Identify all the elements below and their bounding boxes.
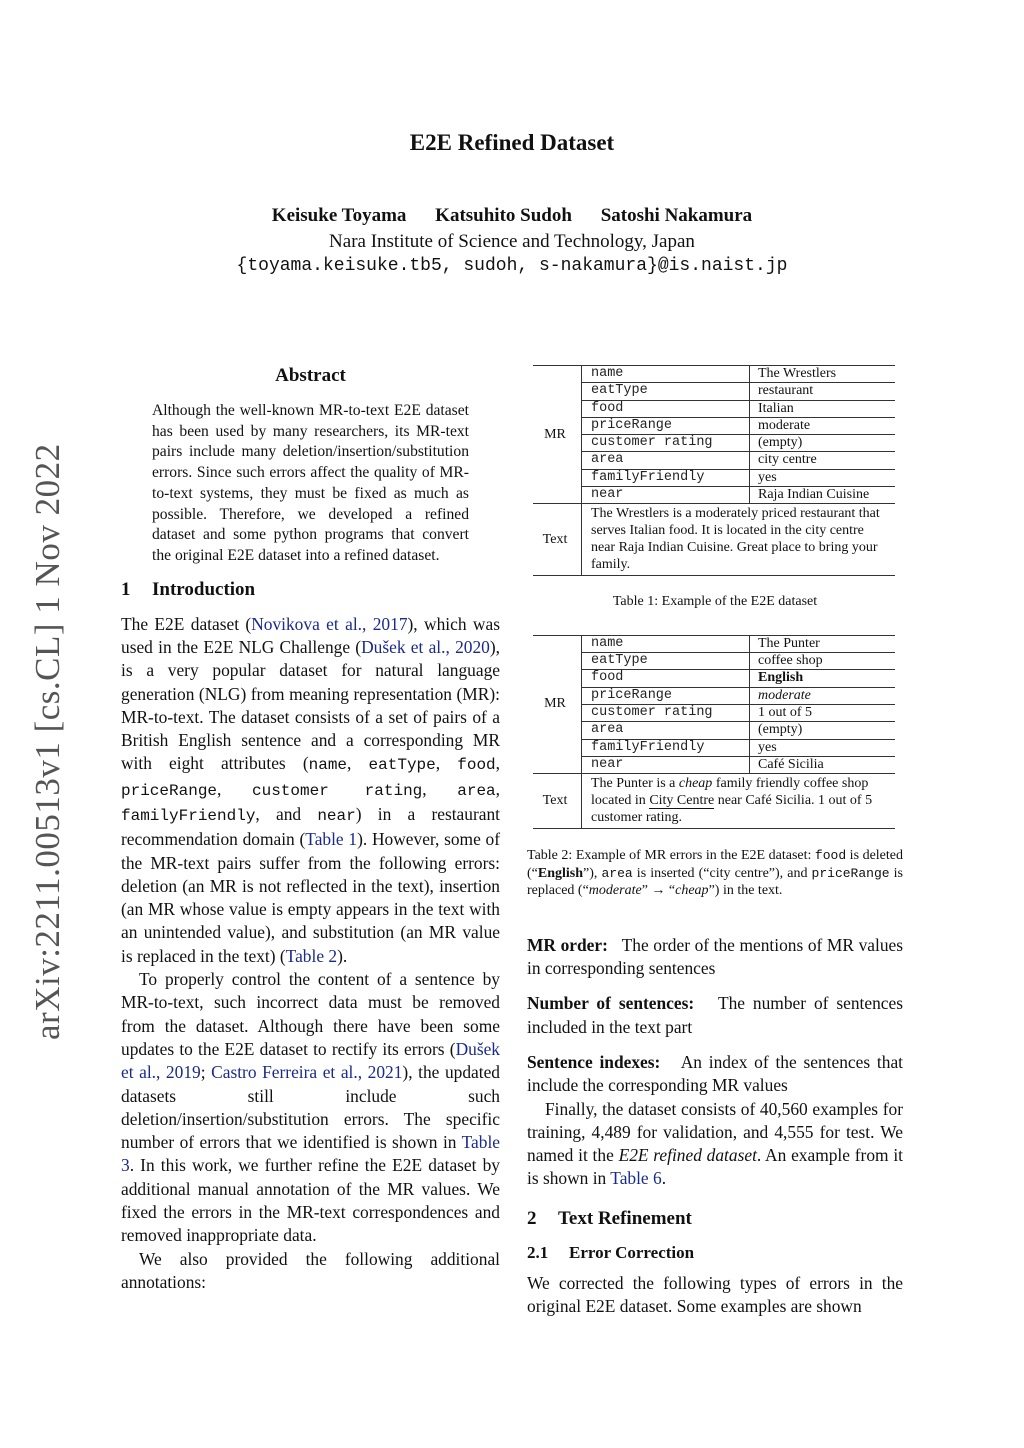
mr-row — [533, 487, 895, 504]
text-sentence: The Wrestlers is a moderately priced restaurant that serves Italian food. It is located in the city centre near Raja Indian Cuisine. Great place to bring your family. — [582, 504, 896, 576]
mr-attribute: food — [582, 670, 750, 687]
abstract-text: Although the well-known MR-to-text E2E dataset has been used by many researchers, its MR-text pairs include many deletion/insertion/substitution errors. Since such errors affect the quality of MR-to-text systems, they must be fixed as much as possible. Therefore, we developed a refined dataset and some python programs that convert the original E2E dataset into a refined dataset. — [152, 402, 469, 564]
mr-attribute: area — [582, 452, 750, 469]
mr-attribute: eatType — [582, 653, 750, 670]
section-heading-introduction — [121, 579, 500, 601]
table-ref-link[interactable]: Table 1 — [305, 829, 358, 850]
text-label: Text — [533, 504, 582, 576]
mr-attribute: near — [582, 487, 750, 504]
mr-row — [533, 435, 895, 452]
text-sentence: The Punter is a cheap family friendly coffee shop located in City Centre near Café Sicilia. 1 out of 5 customer rating. — [582, 774, 896, 829]
mr-attribute: near — [582, 756, 750, 773]
mr-value: moderate — [750, 417, 896, 434]
table-1 — [533, 365, 895, 576]
mr-row — [533, 383, 895, 400]
text-row — [533, 774, 895, 829]
section-title: Introduction — [152, 578, 256, 600]
mr-row — [533, 687, 895, 704]
mr-row — [533, 417, 895, 434]
mr-row — [533, 635, 895, 652]
table-2 — [533, 635, 895, 829]
mr-attribute: customer rating — [582, 705, 750, 722]
mr-attribute: area — [582, 722, 750, 739]
mr-row — [533, 670, 895, 687]
text-row — [533, 504, 895, 576]
intro-paragraph-1: The E2E dataset (Novikova et al., 2017), which was used in the E2E NLG Challenge (Dušek et al., 2020), is a very popular dataset for natural language generation (NLG) from meaning representation (MR): MR-to-text. The dataset consists of a set of pairs of a British English sentence and a corresponding MR with eight attributes (name, eatType, food, priceRange, customer rating, area, familyFriendly, and near) in a restaurant recommendation domain (Table 1). However, some of the MR-text pairs suffer from the following errors: deletion (an MR is not reflected in the text), insertion (an MR whose value is empty appears in the text with an unintended value), and substitution (an MR value is replaced in the text) (Table 2). — [121, 613, 501, 966]
mr-value: yes — [750, 739, 896, 756]
mr-value: 1 out of 5 — [750, 705, 896, 722]
affiliation: Nara Institute of Science and Technology, Japan — [329, 231, 695, 252]
mr-attribute: eatType — [582, 383, 750, 400]
table-1-caption: Table 1: Example of the E2E dataset — [612, 594, 818, 610]
mr-value: city centre — [750, 452, 896, 469]
mr-row — [533, 705, 895, 722]
intro-paragraph-3: We also provided the following additional annotations: — [121, 1248, 500, 1292]
author-list — [0, 205, 1024, 227]
table-ref-link[interactable]: Table 3 — [121, 1132, 500, 1176]
mr-attribute: name — [582, 635, 750, 652]
mr-value: moderate — [750, 687, 896, 704]
mr-value: English — [750, 670, 896, 687]
mr-value: coffee shop — [750, 653, 896, 670]
author-name: Satoshi Nakamura — [600, 205, 753, 226]
mr-row — [533, 366, 895, 383]
mr-attribute: priceRange — [582, 687, 750, 704]
mr-value: (empty) — [750, 722, 896, 739]
section-title: Text Refinement — [558, 1207, 692, 1229]
table-ref-link[interactable]: Table 2 — [285, 945, 338, 966]
left-column — [121, 365, 500, 1294]
mr-value: yes — [750, 469, 896, 486]
subsection-title: Error Correction — [569, 1242, 695, 1262]
mr-value: Raja Indian Cuisine — [758, 487, 870, 503]
intro-paragraph-2: To properly control the content of a sentence by MR-to-text, such incorrect data must be removed from the dataset. Although there have been some updates to the E2E dataset to rectify its errors (Dušek et al., 2019; Castro Ferreira et al., 2021), the updated datasets still include such deletion/insertion/substitution errors. The specific number of errors that we identified is shown in Table 3. In this work, we further refine the E2E dataset by additional manual annotation of the MR values. We fixed the errors in the MR-text correspondences and removed inappropriate data. — [121, 969, 500, 1246]
mr-row — [533, 400, 895, 417]
mr-value: The Punter — [750, 635, 896, 652]
mr-label: MR — [533, 635, 582, 773]
annotation-number-of-sentences: Number of sentences: The number of sentences included in the text part — [527, 993, 903, 1037]
text-label: Text — [533, 774, 582, 829]
author-name: Keisuke Toyama — [271, 205, 407, 226]
arxiv-identifier: arXiv:2211.00513v1 [cs.CL] 1 Nov 2022 — [28, 443, 67, 1040]
mr-row — [533, 722, 895, 739]
mr-attribute: customer rating — [582, 435, 750, 452]
right-column — [527, 365, 903, 1318]
section-number: 2 — [527, 1207, 537, 1229]
mr-row — [533, 469, 895, 486]
section-heading-text-refinement — [527, 1208, 903, 1230]
mr-value: The Wrestlers — [750, 366, 896, 383]
mr-label: MR — [533, 366, 582, 504]
author-emails: {toyama.keisuke.tb5, sudoh, s-nakamura}@is.naist.jp — [236, 256, 788, 276]
mr-row — [533, 452, 895, 469]
mr-row — [533, 739, 895, 756]
mr-attribute: name — [582, 366, 750, 383]
mr-attribute: priceRange — [582, 417, 750, 434]
paper-title: E2E Refined Dataset — [409, 130, 615, 155]
table-ref-link[interactable]: Table 6 — [610, 1168, 662, 1189]
mr-value: (empty) — [750, 435, 896, 452]
abstract-heading: Abstract — [275, 365, 346, 386]
mr-attribute: familyFriendly — [582, 739, 750, 756]
mr-attribute: familyFriendly — [582, 469, 750, 486]
mr-row — [533, 653, 895, 670]
citation-link[interactable]: Castro Ferreira et al., 2021 — [211, 1062, 403, 1083]
section-number: 1 — [121, 578, 131, 600]
annotation-mr-order: MR order: The order of the mentions of MR values in corresponding sentences — [527, 934, 904, 979]
mr-attribute: food — [582, 400, 750, 417]
subsection-heading-error-correction — [527, 1243, 903, 1263]
annotation-sentence-indexes: Sentence indexes: An index of the sentences that include the corresponding MR values — [527, 1051, 903, 1096]
mr-value: Café Sicilia — [758, 756, 824, 772]
citation-link[interactable]: Dušek et al., 2019 — [121, 1038, 500, 1083]
error-correction-paragraph: We corrected the following types of errors in the original E2E dataset. Some examples are shown — [527, 1272, 903, 1317]
mr-row — [533, 756, 895, 773]
table-2-caption: Table 2: Example of MR errors in the E2E dataset: food is deleted (“English”), area is inserted (“city centre”), and priceRange is replaced (“moderate” → “cheap”) in the text. — [527, 848, 903, 899]
mr-value: restaurant — [750, 383, 896, 400]
subsection-number: 2.1 — [527, 1242, 549, 1262]
dataset-size-paragraph: Finally, the dataset consists of 40,560 examples for training, 4,489 for validation, and 4,555 for test. We named it the E2E refined dataset. An example from it is shown in Table 6. — [527, 1098, 903, 1189]
author-name: Katsuhito Sudoh — [435, 205, 572, 226]
mr-value: Italian — [750, 400, 896, 417]
citation-link[interactable]: Dušek et al., 2020 — [361, 636, 490, 657]
citation-link[interactable]: Novikova et al., 2017 — [251, 613, 408, 634]
